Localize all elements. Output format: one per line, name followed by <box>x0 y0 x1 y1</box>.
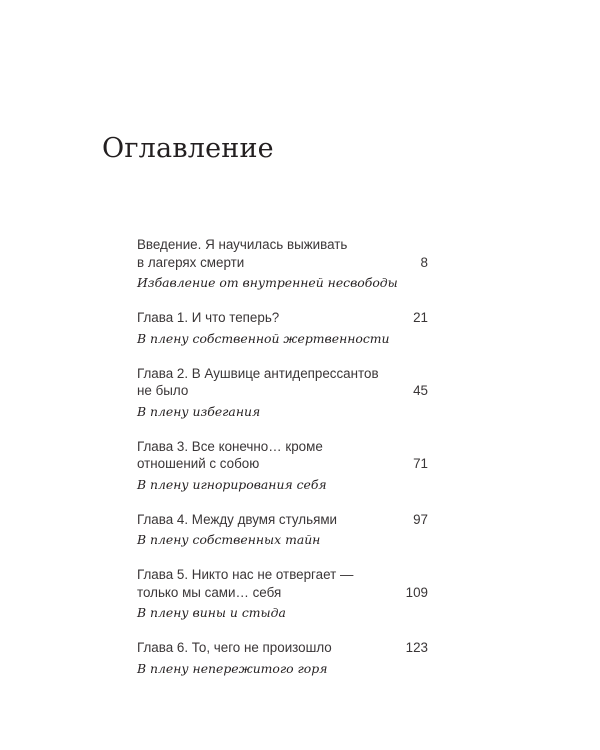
chapter-title: Глава 4. Между двумя стульями <box>137 511 338 527</box>
chapter-row <box>137 639 428 657</box>
page-number: 71 <box>413 456 428 471</box>
chapter-row <box>137 438 428 473</box>
chapter-subtitle: В плену собственной жертвенности <box>137 330 390 346</box>
chapter-row <box>137 511 428 529</box>
toc-entry-chapter-3[interactable] <box>137 438 428 493</box>
chapter-title: Глава 3. Все конечно… кроме отношений с собою <box>137 438 323 471</box>
chapter-subtitle: В плену избегания <box>137 403 261 419</box>
page-number: 123 <box>405 640 428 655</box>
toc-entry-chapter-6[interactable] <box>137 639 428 677</box>
chapter-subtitle: Избавление от внутренней несвободы <box>137 275 398 290</box>
page-number: 97 <box>413 511 428 527</box>
toc-entry-chapter-4[interactable] <box>137 511 428 549</box>
chapter-subtitle: В плену собственных тайн <box>137 532 321 547</box>
chapter-subtitle: В плену непережитого горя <box>137 660 328 676</box>
page-title: Оглавление <box>102 133 274 164</box>
toc-entry-chapter-2[interactable] <box>137 365 428 420</box>
chapter-row <box>137 236 428 271</box>
page-number: 21 <box>413 310 428 325</box>
chapter-title: Глава 1. И что теперь? <box>137 310 280 325</box>
toc-entry-introduction[interactable] <box>137 236 428 291</box>
toc-entry-chapter-1[interactable] <box>137 309 428 347</box>
chapter-row <box>137 365 428 400</box>
chapter-title: Введение. Я научилась выживать в лагерях смерти <box>137 237 348 270</box>
table-of-contents <box>137 236 428 695</box>
page-number: 109 <box>405 584 428 600</box>
chapter-title: Глава 6. То, чего не произошло <box>137 640 332 655</box>
chapter-row <box>137 309 428 327</box>
chapter-title: Глава 5. Никто нас не отвергает — только мы сами… себя <box>137 567 354 600</box>
page-number: 8 <box>420 254 428 270</box>
chapter-subtitle: В плену вины и стыда <box>137 605 286 620</box>
page-number: 45 <box>413 383 428 398</box>
chapter-title: Глава 2. В Аушвице антидепрессантов не было <box>137 365 379 398</box>
toc-entry-chapter-5[interactable] <box>137 566 428 621</box>
chapter-subtitle: В плену игнорирования себя <box>137 476 327 492</box>
chapter-row <box>137 566 428 601</box>
